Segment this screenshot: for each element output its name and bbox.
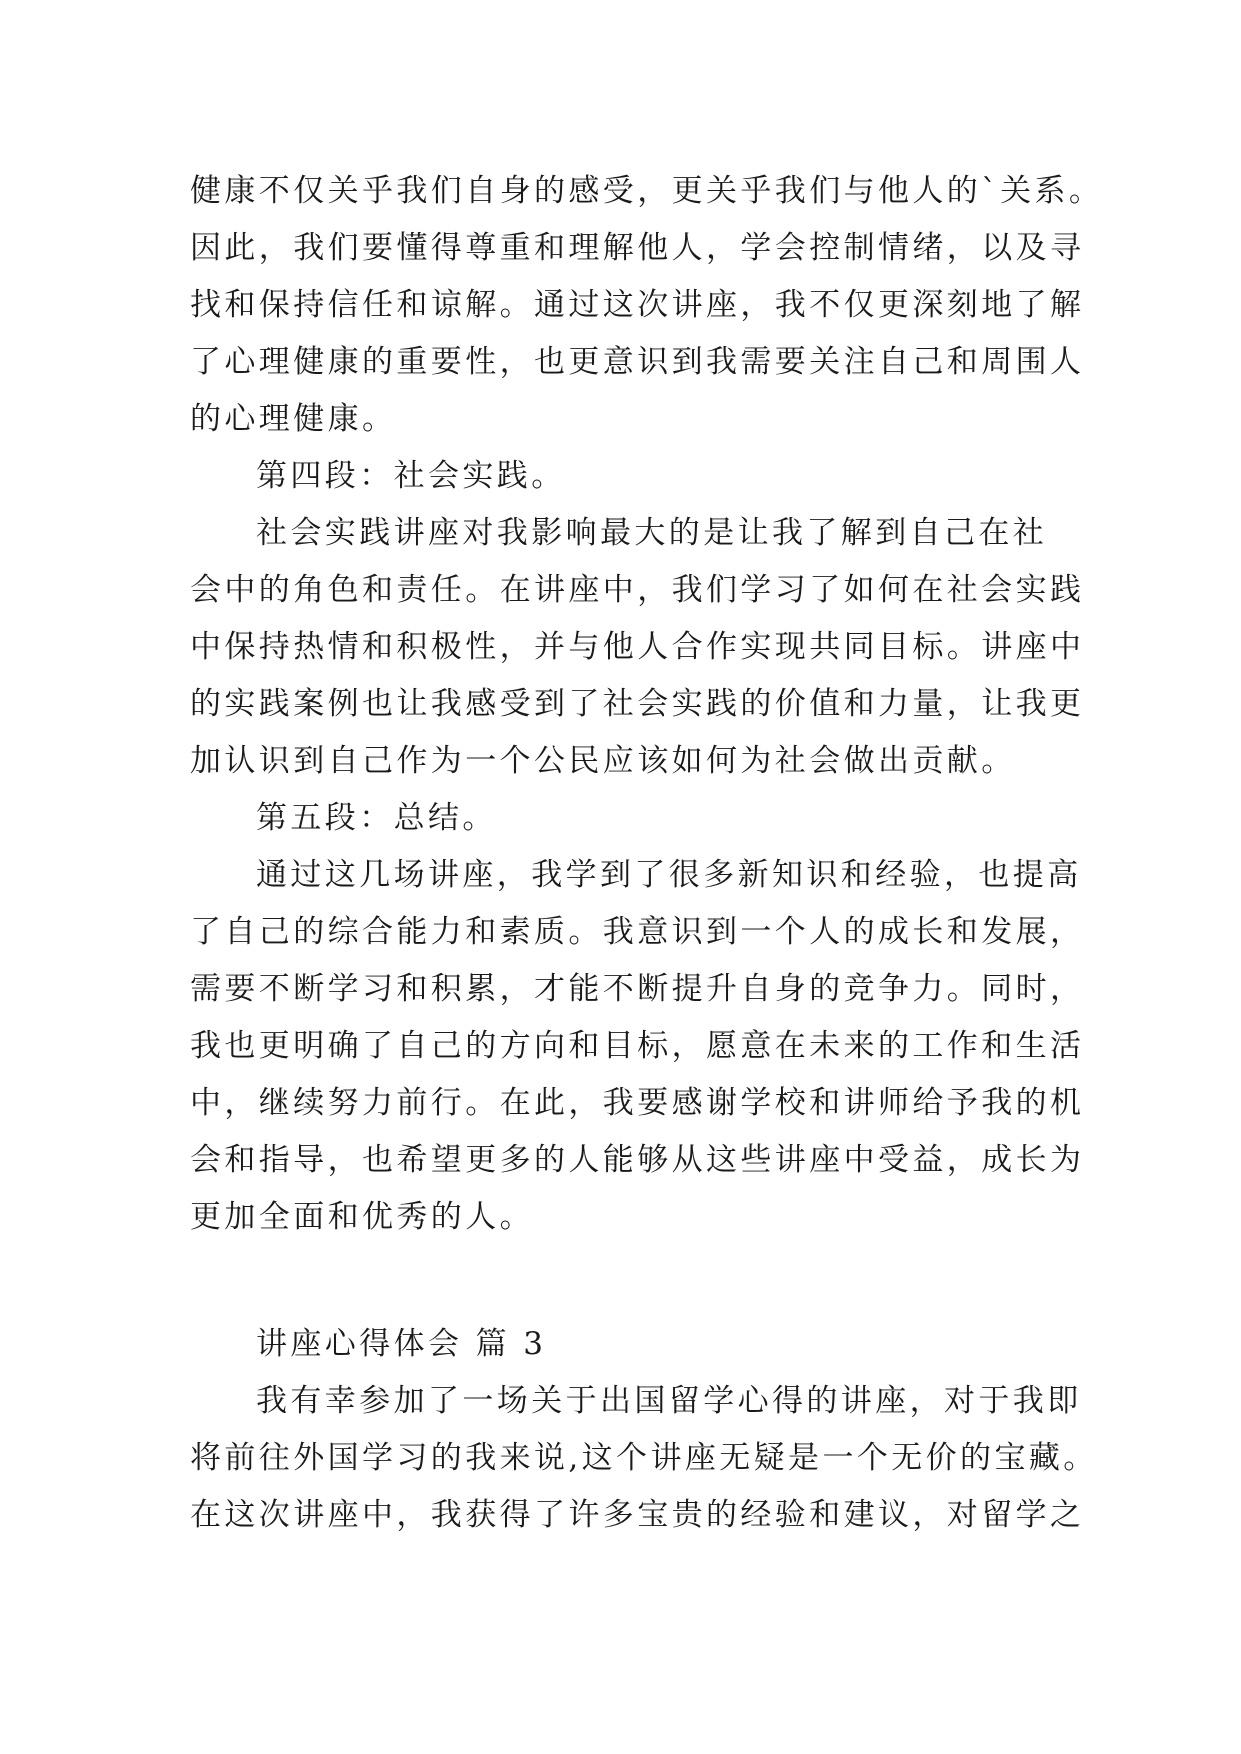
paragraph-line: 会和指导，也希望更多的人能够从这些讲座中受益，成长为 [190, 1142, 1085, 1178]
article-title: 讲座心得体会 篇 3 [256, 1326, 547, 1362]
paragraph-line: 需要不断学习和积累，才能不断提升自身的竞争力。同时， [190, 971, 1085, 1007]
paragraph-line: 了自己的综合能力和素质。我意识到一个人的成长和发展， [190, 914, 1085, 950]
paragraph-line: 的心理健康。 [190, 401, 397, 437]
paragraph-line: 会中的角色和责任。在讲座中，我们学习了如何在社会实践 [190, 572, 1085, 608]
paragraph-line: 社会实践讲座对我影响最大的是让我了解到自己在社 [256, 515, 1048, 551]
paragraph-line: 健康不仅关乎我们自身的感受，更关乎我们与他人的`关系。 [190, 173, 1104, 209]
paragraph-line: 我有幸参加了一场关于出国留学心得的讲座，对于我即 [256, 1383, 1082, 1419]
paragraph-line: 中，继续努力前行。在此，我要感谢学校和讲师给予我的机 [190, 1085, 1085, 1121]
paragraph-line: 了心理健康的重要性，也更意识到我需要关注自己和周围人 [190, 344, 1085, 380]
paragraph-line: 加认识到自己作为一个公民应该如何为社会做出贡献。 [190, 743, 1016, 779]
paragraph-line: 更加全面和优秀的人。 [190, 1199, 534, 1235]
paragraph-line: 中保持热情和积极性，并与他人合作实现共同目标。讲座中 [190, 629, 1085, 665]
paragraph-line: 的实践案例也让我感受到了社会实践的价值和力量，让我更 [190, 686, 1085, 722]
paragraph-line: 通过这几场讲座，我学到了很多新知识和经验，也提高 [256, 857, 1082, 893]
paragraph-line: 将前往外国学习的我来说,这个讲座无疑是一个无价的宝藏。 [190, 1440, 1098, 1476]
section-heading: 第五段：总结。 [256, 800, 497, 836]
paragraph-line: 在这次讲座中，我获得了许多宝贵的经验和建议，对留学之 [190, 1497, 1085, 1533]
paragraph-line: 找和保持信任和谅解。通过这次讲座，我不仅更深刻地了解 [190, 287, 1085, 323]
paragraph-line: 我也更明确了自己的方向和目标，愿意在未来的工作和生活 [190, 1028, 1085, 1064]
paragraph-line: 因此，我们要懂得尊重和理解他人，学会控制情绪，以及寻 [190, 230, 1085, 266]
section-heading: 第四段：社会实践。 [256, 458, 566, 494]
